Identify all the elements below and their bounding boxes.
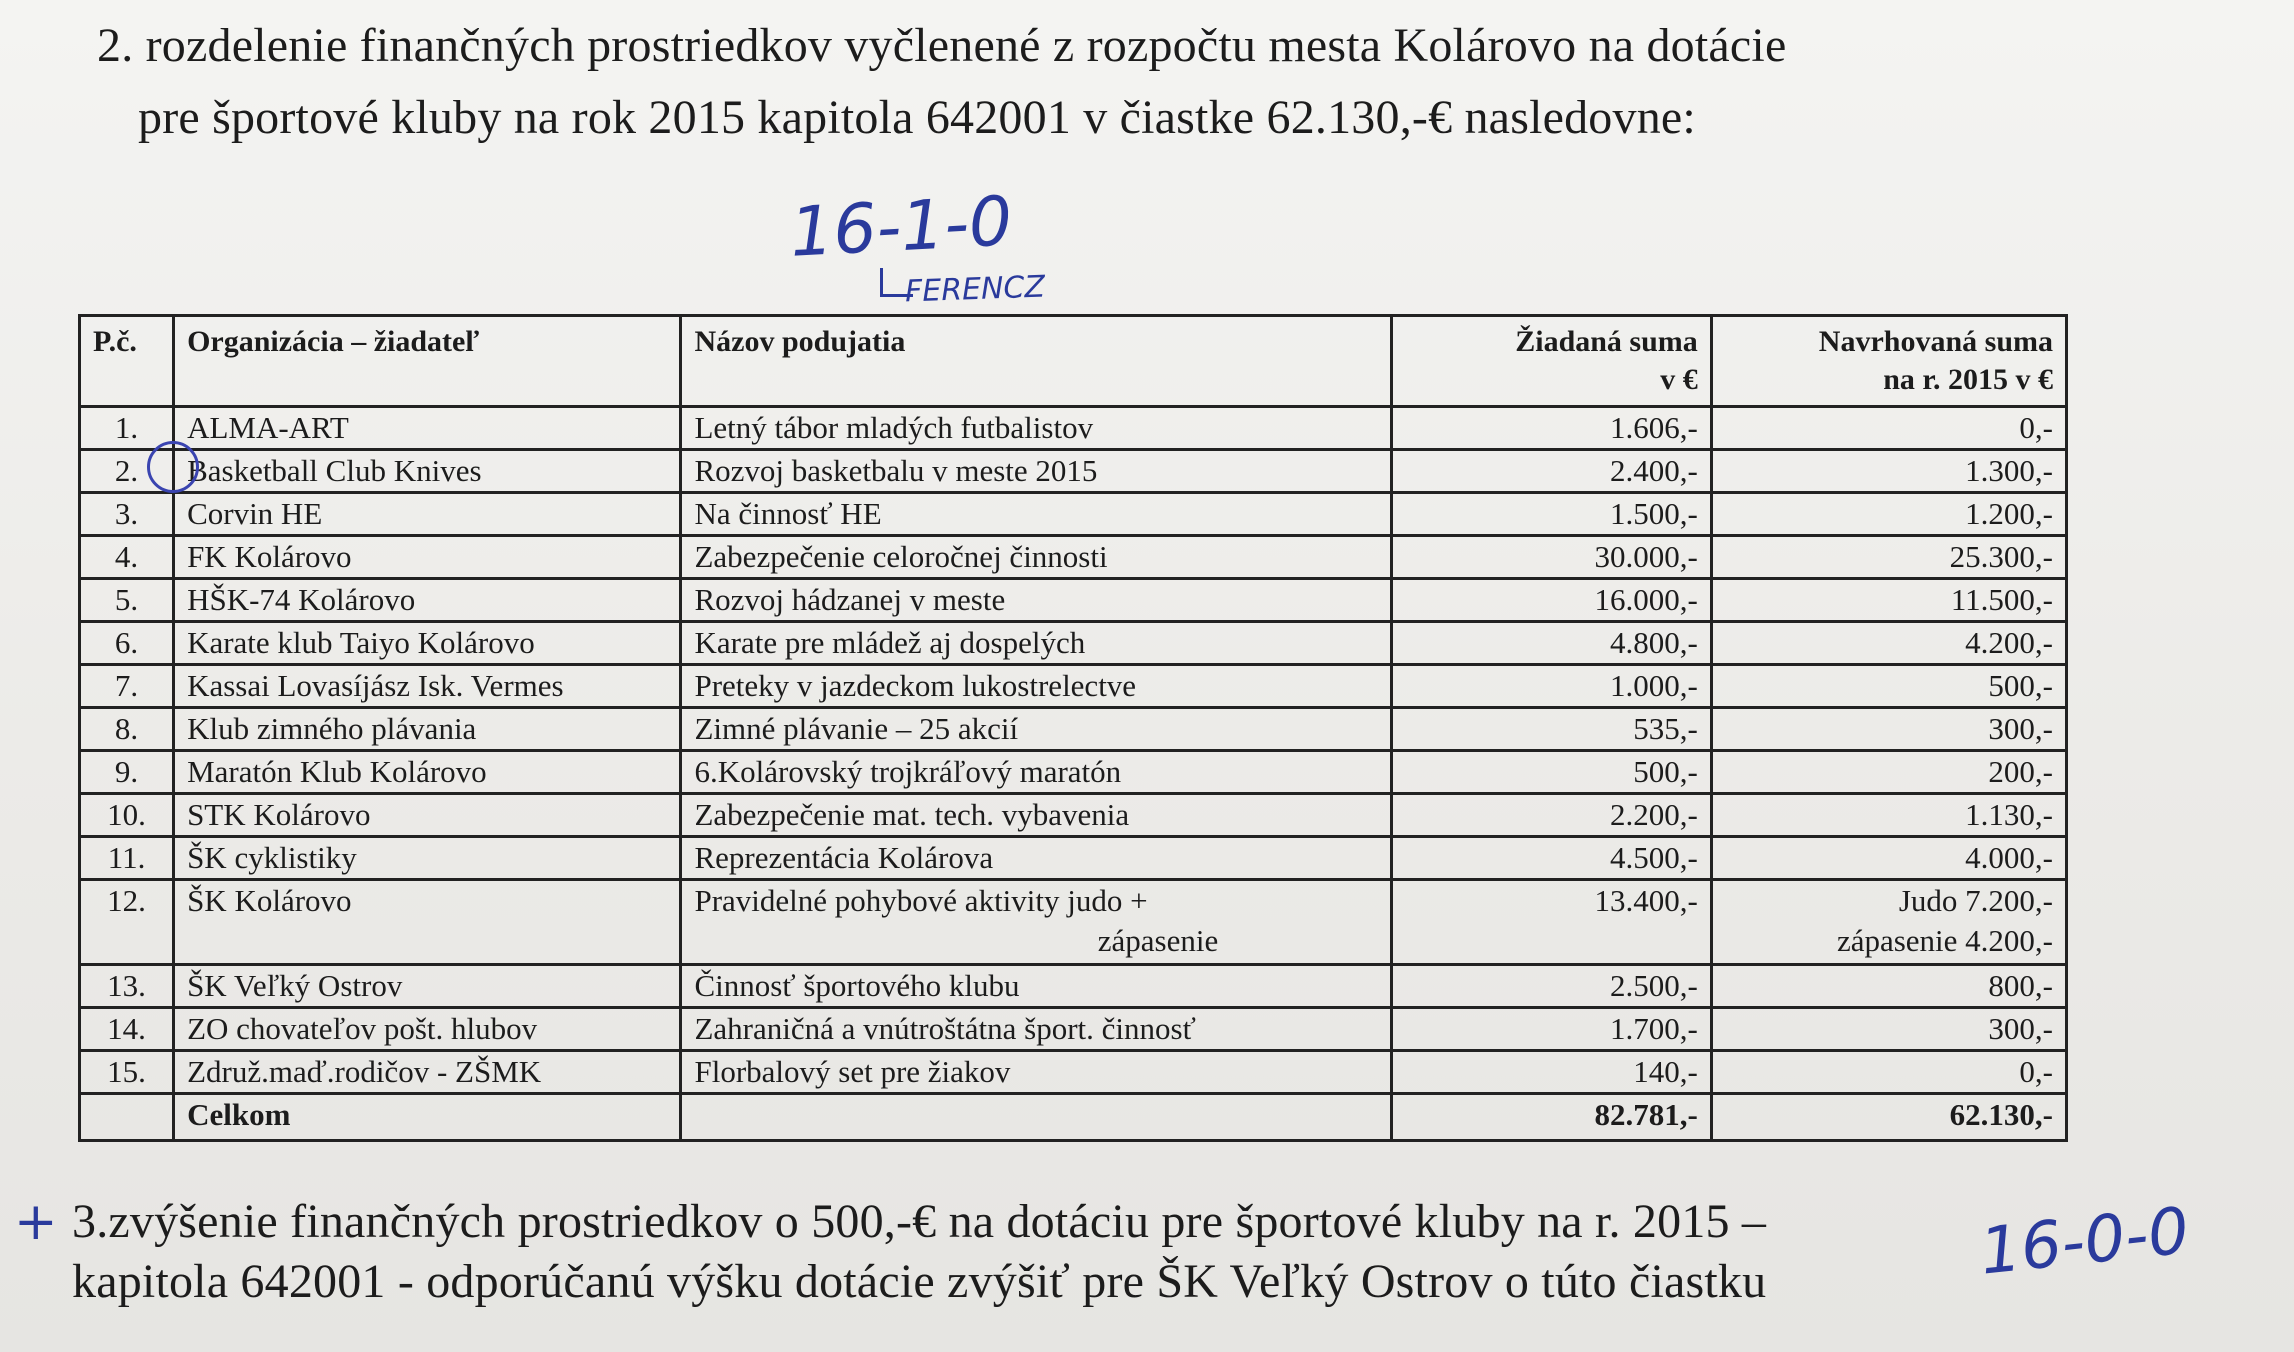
row-num: 2.	[80, 450, 174, 493]
row-proposed: 300,-	[1711, 1008, 2066, 1051]
row-event: Karate pre mládež aj dospelých	[681, 622, 1392, 665]
row-event: Na činnosť HE	[681, 493, 1392, 536]
row-org: Karate klub Taiyo Kolárovo	[174, 622, 681, 665]
row-num: 14.	[80, 1008, 174, 1051]
table-body-bottom	[80, 965, 2067, 1094]
item3-line-1: 3.zvýšenie finančných prostriedkov o 500,-€ na dotáciu pre športové kluby na r. 2015 –	[72, 1195, 1767, 1248]
row-proposed: 300,-	[1711, 708, 2066, 751]
intro-line-1: 2. rozdelenie finančných prostriedkov vyčlenené z rozpočtu mesta Kolárovo na dotácie	[97, 19, 1787, 72]
row-org: ŠK Kolárovo	[174, 880, 681, 965]
row-org: ALMA-ART	[174, 407, 681, 450]
header-org: Organizácia – žiadateľ	[174, 316, 681, 407]
row-event	[681, 880, 1392, 965]
row-requested: 140,-	[1392, 1051, 1712, 1094]
row-proposed: 1.130,-	[1711, 794, 2066, 837]
row-requested: 1.700,-	[1392, 1008, 1712, 1051]
row-event: Reprezentácia Kolárova	[681, 837, 1392, 880]
table-row	[80, 579, 2067, 622]
item3-line-2: kapitola 642001 - odporúčanú výšku dotácie zvýšiť pre ŠK Veľký Ostrov o túto čiastku	[72, 1255, 1767, 1308]
row-org: STK Kolárovo	[174, 794, 681, 837]
row-event: Rozvoj basketbalu v meste 2015	[681, 450, 1392, 493]
table-total-row	[80, 1094, 2067, 1141]
row-org: FK Kolárovo	[174, 536, 681, 579]
row-num: 9.	[80, 751, 174, 794]
row-num: 11.	[80, 837, 174, 880]
row-event: 6.Kolárovský trojkráľový maratón	[681, 751, 1392, 794]
row-proposed: 25.300,-	[1711, 536, 2066, 579]
row-num: 8.	[80, 708, 174, 751]
row-event: Letný tábor mladých futbalistov	[681, 407, 1392, 450]
row-requested: 4.500,-	[1392, 837, 1712, 880]
row-num: 15.	[80, 1051, 174, 1094]
table-row	[80, 794, 2067, 837]
row-org: Corvin HE	[174, 493, 681, 536]
table-row	[80, 880, 2067, 965]
row-num: 10.	[80, 794, 174, 837]
total-event	[681, 1094, 1392, 1141]
table-body-total	[80, 1094, 2067, 1141]
table-body-row12	[80, 880, 2067, 965]
row-num: 1.	[80, 407, 174, 450]
table-row	[80, 622, 2067, 665]
row-num: 6.	[80, 622, 174, 665]
row-requested: 2.500,-	[1392, 965, 1712, 1008]
table-row	[80, 837, 2067, 880]
table-row	[80, 965, 2067, 1008]
header-requested	[1392, 316, 1712, 407]
row-event: Preteky v jazdeckom lukostrelectve	[681, 665, 1392, 708]
row-event-line-2: zápasenie	[1097, 923, 1219, 958]
table-row	[80, 493, 2067, 536]
handwritten-circle-icon	[147, 441, 199, 493]
handwritten-plus: +	[14, 1192, 58, 1252]
total-num	[80, 1094, 174, 1141]
row-num: 12.	[80, 880, 174, 965]
header-proposed-line-1: Navrhovaná suma	[1818, 325, 2053, 358]
row-proposed: 500,-	[1711, 665, 2066, 708]
row-org: Kassai Lovasíjász Isk. Vermes	[174, 665, 681, 708]
table-row	[80, 536, 2067, 579]
row-proposed: 1.200,-	[1711, 493, 2066, 536]
row-proposed-line-1: Judo 7.200,-	[1898, 883, 2053, 918]
row-requested: 535,-	[1392, 708, 1712, 751]
row-requested: 1.500,-	[1392, 493, 1712, 536]
row-requested: 13.400,-	[1392, 880, 1712, 965]
row-num: 5.	[80, 579, 174, 622]
total-requested: 82.781,-	[1392, 1094, 1712, 1141]
row-requested: 1.000,-	[1392, 665, 1712, 708]
row-requested: 30.000,-	[1392, 536, 1712, 579]
header-num: P.č.	[80, 316, 174, 407]
total-proposed: 62.130,-	[1711, 1094, 2066, 1141]
row-requested: 1.606,-	[1392, 407, 1712, 450]
row-proposed	[1711, 880, 2066, 965]
row-proposed: 1.300,-	[1711, 450, 2066, 493]
row-event: Zabezpečenie mat. tech. vybavenia	[681, 794, 1392, 837]
row-proposed: 4.000,-	[1711, 837, 2066, 880]
header-event: Názov podujatia	[681, 316, 1392, 407]
row-proposed: 800,-	[1711, 965, 2066, 1008]
row-org: Basketball Club Knives	[174, 450, 681, 493]
row-requested: 4.800,-	[1392, 622, 1712, 665]
table-body-top	[80, 407, 2067, 880]
row-requested: 16.000,-	[1392, 579, 1712, 622]
row-requested: 2.200,-	[1392, 794, 1712, 837]
row-event: Zimné plávanie – 25 akcií	[681, 708, 1392, 751]
row-num: 4.	[80, 536, 174, 579]
header-requested-line-1: Žiadaná suma	[1515, 325, 1698, 358]
row-proposed: 11.500,-	[1711, 579, 2066, 622]
table-row	[80, 450, 2067, 493]
row-org: ŠK cyklistiky	[174, 837, 681, 880]
header-requested-line-2: v €	[1660, 363, 1698, 396]
row-org: ŠK Veľký Ostrov	[174, 965, 681, 1008]
table-header-row	[80, 316, 2067, 407]
row-org: Klub zimného plávania	[174, 708, 681, 751]
row-requested: 500,-	[1392, 751, 1712, 794]
row-proposed: 0,-	[1711, 1051, 2066, 1094]
row-event: Zahraničná a vnútroštátna šport. činnosť	[681, 1008, 1392, 1051]
total-label: Celkom	[174, 1094, 681, 1141]
subsidy-table	[78, 314, 2068, 1142]
row-event-line-1: Pravidelné pohybové aktivity judo +	[694, 883, 1148, 918]
table-row	[80, 407, 2067, 450]
row-event: Rozvoj hádzanej v meste	[681, 579, 1392, 622]
row-event: Zabezpečenie celoročnej činnosti	[681, 536, 1392, 579]
row-org: ZO chovateľov pošt. hlubov	[174, 1008, 681, 1051]
row-proposed-line-2: zápasenie 4.200,-	[1836, 923, 2053, 958]
row-num: 3.	[80, 493, 174, 536]
handwritten-vote-top: 16-1-0	[788, 182, 1015, 273]
header-proposed-line-2: na r. 2015 v €	[1883, 363, 2053, 396]
row-num: 13.	[80, 965, 174, 1008]
row-event: Činnosť športového klubu	[681, 965, 1392, 1008]
row-proposed: 4.200,-	[1711, 622, 2066, 665]
row-num: 7.	[80, 665, 174, 708]
intro-line-2: pre športové kluby na rok 2015 kapitola 642001 v čiastke 62.130,-€ nasledovne:	[138, 91, 1696, 144]
table-row	[80, 708, 2067, 751]
table-row	[80, 751, 2067, 794]
row-org: Maratón Klub Kolárovo	[174, 751, 681, 794]
handwritten-vote-bottom: 16-0-0	[1976, 1194, 2193, 1290]
table-row	[80, 665, 2067, 708]
row-proposed: 200,-	[1711, 751, 2066, 794]
row-event: Florbalový set pre žiakov	[681, 1051, 1392, 1094]
row-org: Združ.maď.rodičov - ZŠMK	[174, 1051, 681, 1094]
table-row	[80, 1008, 2067, 1051]
row-org: HŠK-74 Kolárovo	[174, 579, 681, 622]
row-proposed: 0,-	[1711, 407, 2066, 450]
row-requested: 2.400,-	[1392, 450, 1712, 493]
header-proposed	[1711, 316, 2066, 407]
table-row	[80, 1051, 2067, 1094]
handwritten-name: FERENCZ	[904, 269, 1046, 310]
